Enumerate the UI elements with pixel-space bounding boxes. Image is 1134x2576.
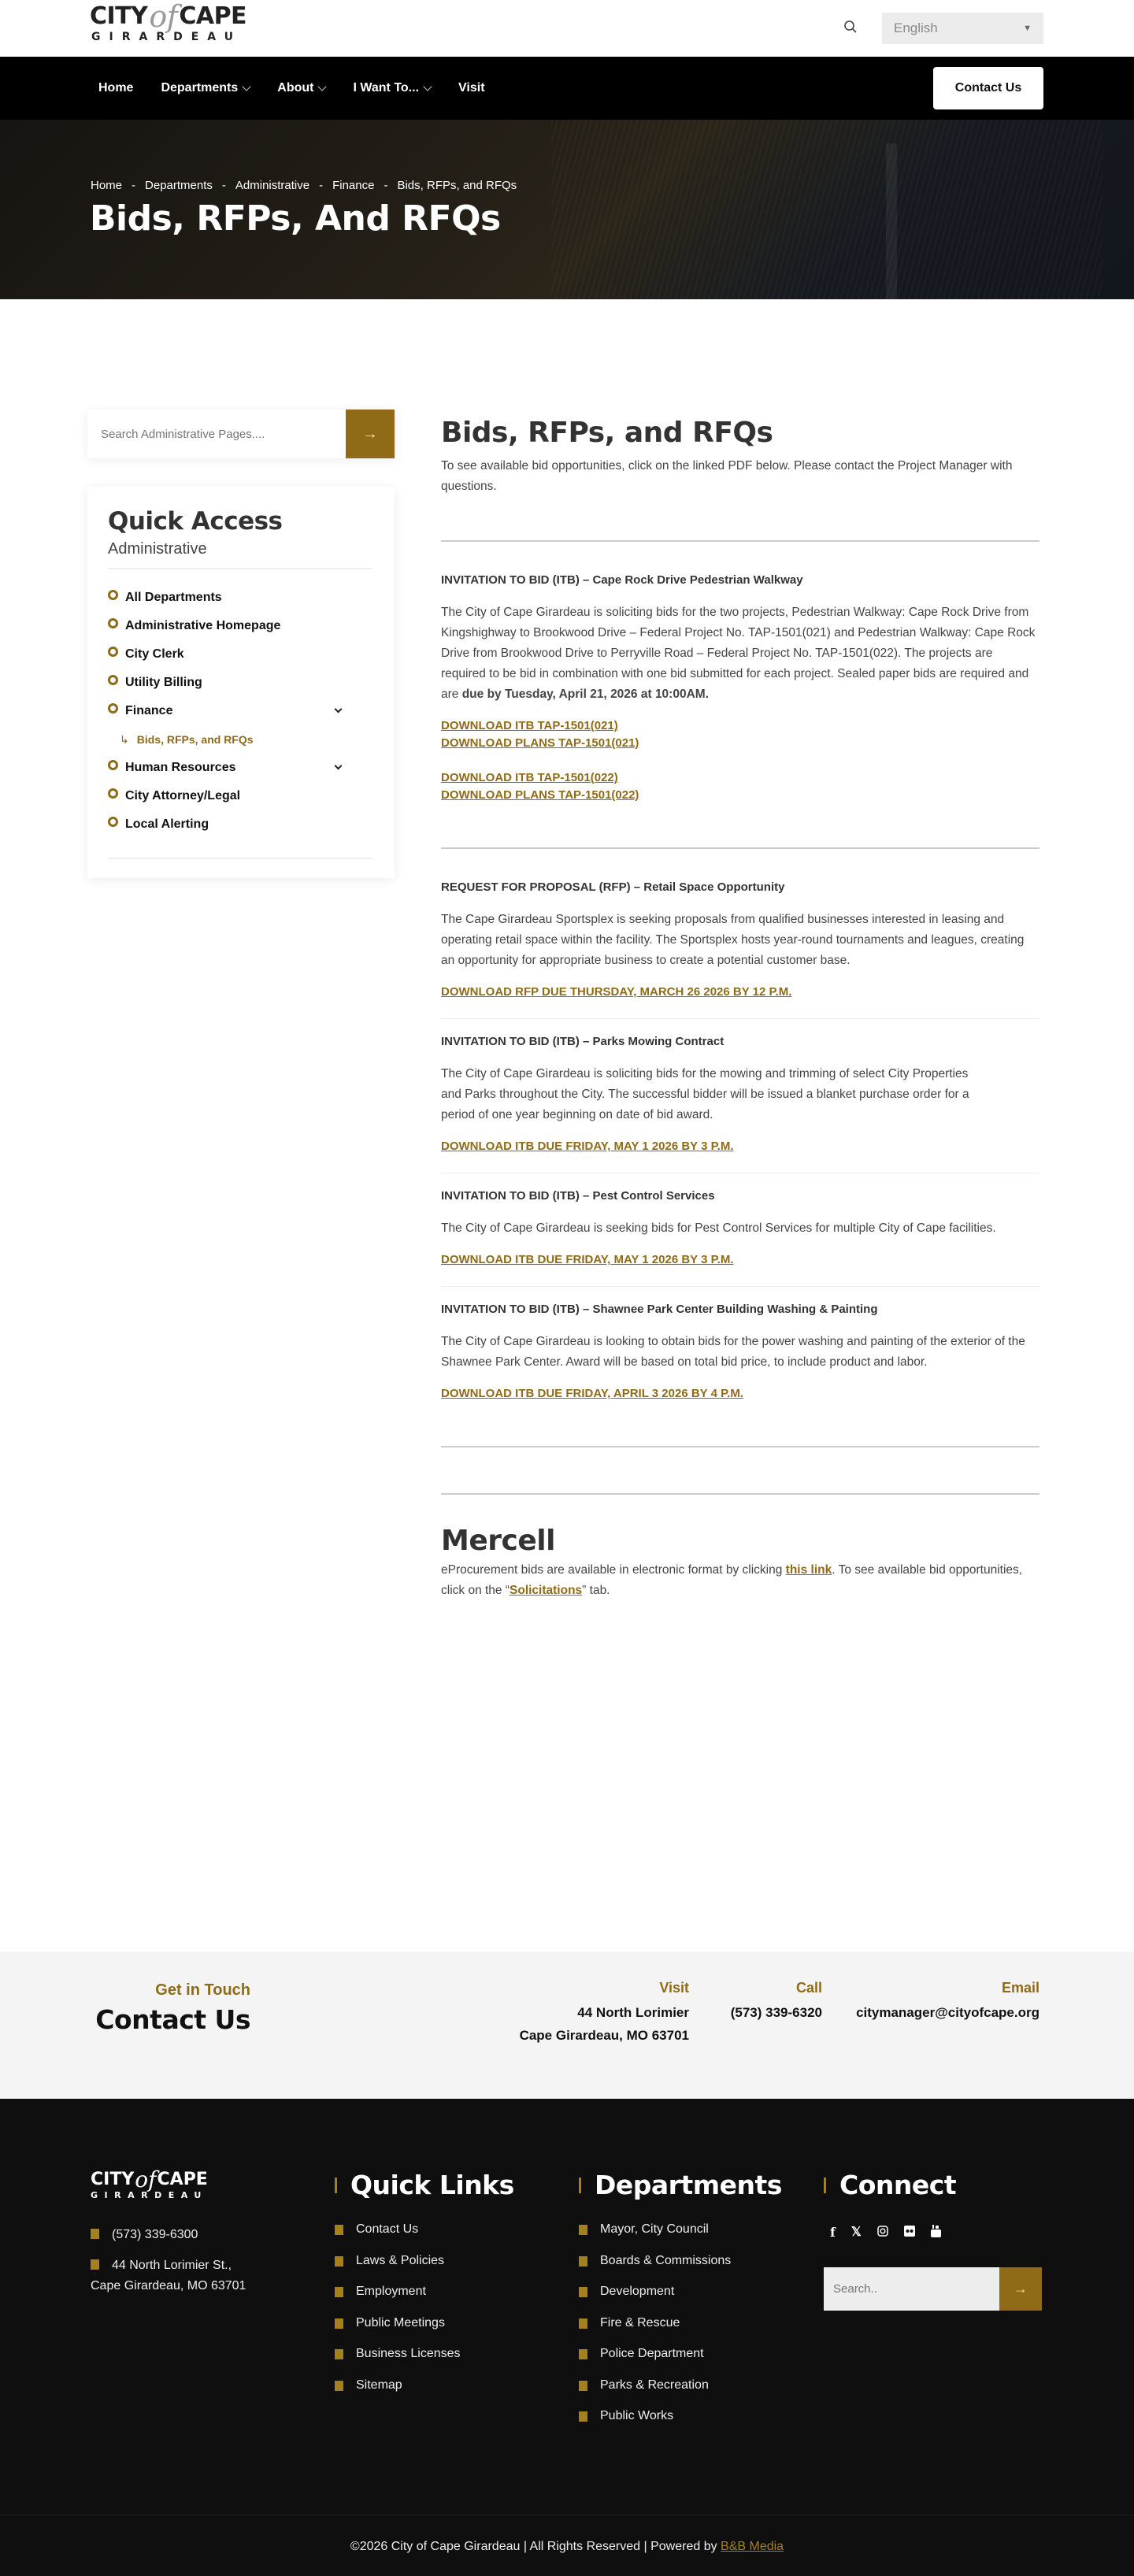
breadcrumb-home[interactable]: Home (91, 179, 123, 192)
footer-contact (91, 2225, 280, 2296)
address-line: Cape Girardeau, MO 63701 (91, 2279, 246, 2292)
breadcrumb-separator: - (319, 179, 324, 192)
bid-description: The City of Cape Girardeau is seeking bids for Pest Control Services for multiple City of Cape facilities. (441, 1221, 996, 1236)
quick-access-item-administrative-homepage[interactable] (108, 612, 372, 640)
mercell-title: Mercell (441, 1525, 555, 1558)
visit-label: Visit (659, 1980, 689, 1996)
footer-link-public-works[interactable] (579, 2409, 782, 2441)
contact-email (856, 1980, 1040, 2024)
connect-title (824, 2170, 1042, 2200)
bullet-square-icon (91, 2229, 99, 2239)
content-title: Bids, RFPs, and RFQs (441, 417, 773, 449)
sub-arrow-icon: ↳ (120, 732, 129, 746)
link-label: Employment (356, 2285, 426, 2298)
bullet-square-icon (335, 2225, 343, 2235)
quick-access-item-utility-billing[interactable] (108, 669, 372, 697)
logo-text: CAPE (179, 2, 247, 31)
text: ” tab. (582, 1584, 610, 1598)
logo-of: of (149, 0, 178, 34)
logo-text: CITY (90, 2, 148, 31)
link-label: Police Department (600, 2347, 704, 2360)
hero-bridge-image (551, 120, 1102, 299)
download-itb-022-link[interactable]: DOWNLOAD ITB TAP-1501(022) (441, 771, 618, 785)
link-label: Public Meetings (356, 2315, 445, 2330)
sidebar-search-input[interactable] (87, 410, 346, 458)
link-label: Development (600, 2285, 675, 2298)
contact-heading (94, 1981, 250, 2035)
breadcrumb-finance[interactable]: Finance (332, 179, 375, 192)
bid-text: The City of Cape Girardeau is soliciting bids for the two projects, Pedestrian Walkway: Cape Rock Drive from Kingshighway to Brookwood Drive – Federal Project No. TAP-1501(021) and Pedestrian Walkway: Cape Rock Drive from Brookwood Drive to Perryville Road – Federal Project No. TAP-1501(022). The projects are required to be bid in combination with one bid submitted for each project. Sealed paper bids are required and are (441, 606, 1036, 702)
bullet-ring-icon (108, 788, 118, 799)
quick-access-item-city-clerk[interactable] (108, 640, 372, 669)
bullet-square-icon (335, 2349, 343, 2359)
download-itb-shawnee-link[interactable]: DOWNLOAD ITB DUE FRIDAY, APRIL 3 2026 BY 4 P.M. (441, 1387, 743, 1401)
item-label: Utility Billing (125, 676, 202, 689)
item-label: Bids, RFPs, and RFQs (136, 733, 254, 746)
footer-link-police[interactable] (579, 2347, 782, 2378)
phone-text: (573) 339-6300 (112, 2228, 198, 2241)
social-links (824, 2224, 1042, 2240)
accent-bar (579, 2178, 581, 2193)
bid-description: The City of Cape Girardeau is soliciting bids for the mowing and trimming of select City Properties and Parks throughout the City. The successful bidder will be issued a blanket purchase order for a period of one year beginning on date of bid award. (441, 1067, 969, 1122)
bid-item-retail-space (441, 880, 1040, 1001)
bid-description: The City of Cape Girardeau is looking to obtain bids for the power washing and painting of the exterior of the Shawnee Park Center. Award will be based on total bid price, to include product and labor. (441, 1335, 1025, 1370)
divider (441, 847, 1040, 849)
bullet-ring-icon (108, 618, 118, 628)
email-label: Email (1001, 1980, 1040, 1996)
bullet-ring-icon (108, 817, 118, 827)
download-plans-022-link[interactable]: DOWNLOAD PLANS TAP-1501(022) (441, 788, 639, 802)
copyright (0, 2540, 1134, 2554)
logo-of: of (135, 2166, 157, 2192)
footer-search (824, 2267, 1042, 2311)
bid-heading: INVITATION TO BID (ITB) – Cape Rock Drive Pedestrian Walkway (441, 573, 803, 587)
chevron-down-icon[interactable] (335, 706, 343, 713)
bullet-square-icon (91, 2259, 99, 2270)
link-label: Public Works (600, 2409, 674, 2422)
email-address[interactable]: citymanager@cityofcape.org (856, 2005, 1040, 2020)
bullet-square-icon (335, 2318, 343, 2329)
link-label: Business Licenses (356, 2347, 461, 2360)
bid-item-cape-rock (441, 573, 1040, 804)
nav-label: Visit (458, 81, 485, 95)
divider (441, 1018, 1040, 1019)
footer-link-sitemap[interactable] (335, 2378, 514, 2410)
accent-bar (824, 2178, 826, 2193)
sidebar (87, 410, 395, 878)
footer-link-development[interactable] (579, 2285, 782, 2316)
download-itb-021-link[interactable]: DOWNLOAD ITB TAP-1501(021) (441, 719, 618, 733)
item-label: Human Resources (125, 761, 236, 774)
quick-access-item-human-resources[interactable] (108, 754, 372, 782)
link-label: Parks & Recreation (600, 2378, 709, 2392)
footer-departments (579, 2170, 782, 2441)
arrow-right-icon: → (1014, 2281, 1028, 2296)
contact-call (731, 1980, 822, 2024)
bb-media-link[interactable]: B&B Media (721, 2540, 784, 2553)
divider (441, 1446, 1040, 1447)
sidebar-search (87, 410, 395, 458)
chevron-down-icon (423, 82, 432, 91)
visit-address (520, 2001, 689, 2047)
page-title-text: Bids, RFPs, And RFQs (90, 198, 501, 239)
contact-title: Contact Us (95, 2004, 250, 2035)
logo-text: CITY (91, 2170, 135, 2190)
bullet-ring-icon (108, 703, 118, 713)
item-label: Administrative Homepage (125, 619, 281, 632)
facebook-icon[interactable]: f (830, 2224, 836, 2240)
address-line: 44 North Lorimier (577, 2005, 689, 2020)
nav-label: Home (98, 81, 134, 95)
breadcrumb-administrative[interactable]: Administrative (235, 179, 310, 192)
bullet-ring-icon (108, 760, 118, 770)
mercell-link[interactable]: this link (785, 1563, 832, 1577)
bullet-square-icon (579, 2287, 587, 2297)
link-label: Boards & Commissions (600, 2253, 732, 2267)
bullet-square-icon (335, 2256, 343, 2267)
chevron-down-icon (243, 82, 251, 91)
city-logo[interactable] (90, 0, 247, 44)
contact-us-button[interactable]: Contact Us (933, 67, 1043, 109)
text: eProcurement bids are available in electronic format by clicking (441, 1563, 786, 1577)
footer-connect (824, 2170, 1042, 2311)
download-itb-pest-link[interactable]: DOWNLOAD ITB DUE FRIDAY, MAY 1 2026 BY 3 P.M. (441, 1253, 734, 1267)
download-itb-mowing-link[interactable]: DOWNLOAD ITB DUE FRIDAY, MAY 1 2026 BY 3 P.M. (441, 1140, 734, 1154)
divider (441, 1493, 1040, 1495)
footer-search-input[interactable] (824, 2267, 999, 2311)
footer-logo[interactable] (91, 2166, 208, 2201)
footer-link-public-meetings[interactable] (335, 2316, 514, 2348)
breadcrumb-separator: - (221, 179, 226, 192)
footer-quick-links (335, 2170, 514, 2409)
x-icon[interactable]: 𝕏 (850, 2226, 862, 2239)
bullet-square-icon (579, 2411, 587, 2422)
bullet-square-icon (579, 2349, 587, 2359)
sidebar-search-button[interactable] (346, 410, 395, 458)
bullet-square-icon (579, 2256, 587, 2267)
item-label: City Clerk (125, 647, 184, 661)
link-label: Fire & Rescue (600, 2315, 680, 2330)
nav-item-about[interactable] (277, 81, 325, 95)
hero-bridge-image (886, 143, 897, 299)
quick-access-list (108, 584, 374, 839)
mercell-text (441, 1560, 1040, 1601)
bullet-ring-icon (108, 647, 118, 657)
bid-heading: INVITATION TO BID (ITB) – Parks Mowing Contract (441, 1035, 724, 1049)
content-area (441, 416, 1040, 1601)
link-label: Sitemap (356, 2378, 402, 2392)
chevron-down-icon (318, 82, 327, 91)
item-label: All Departments (125, 591, 222, 604)
text: . To see available bid opportunities, click on the “ (441, 1563, 1023, 1598)
nav-item-home[interactable] (98, 81, 133, 95)
nav-label: About (277, 81, 314, 95)
bid-heading: INVITATION TO BID (ITB) – Shawnee Park Center Building Washing & Painting (441, 1303, 878, 1317)
bid-item-parks-mowing (441, 1035, 1040, 1155)
nav-label: Departments (161, 81, 239, 95)
chevron-down-icon: ▼ (1023, 24, 1032, 33)
link-label: Contact Us (356, 2222, 419, 2236)
footer-link-fire-rescue[interactable] (579, 2316, 782, 2348)
nav-item-departments[interactable] (161, 81, 250, 95)
contact-band (0, 1951, 1134, 2099)
bid-heading: INVITATION TO BID (ITB) – Pest Control Services (441, 1189, 715, 1203)
main-nav (0, 57, 1134, 120)
download-rfp-link[interactable]: DOWNLOAD RFP DUE THURSDAY, MARCH 26 2026 BY 12 P.M. (441, 985, 792, 999)
intro-text: To see available bid opportunities, click on the linked PDF below. Please contact the Project Manager with questions. (441, 459, 1013, 494)
quick-access-subtitle: Administrative (108, 540, 207, 558)
quick-access-item-finance[interactable] (108, 697, 372, 725)
item-label: Local Alerting (125, 817, 209, 831)
footer-link-laws-policies[interactable] (335, 2254, 514, 2285)
footer-phone[interactable] (91, 2225, 280, 2245)
bullet-ring-icon (108, 590, 118, 600)
quick-access-item-city-attorney[interactable] (108, 782, 372, 810)
call-phone[interactable]: (573) 339-6320 (730, 2005, 822, 2020)
breadcrumb-current: Bids, RFPs, and RFQs (397, 179, 517, 192)
footer-link-business-licenses[interactable] (335, 2347, 514, 2378)
accent-bar (335, 2178, 337, 2193)
bid-due-date: due by Tuesday, April 21, 2026 at 10:00AM. (461, 688, 709, 702)
arrow-right-icon: → (362, 424, 378, 443)
link-label: Mayor, City Council (600, 2222, 709, 2236)
page-hero (0, 120, 1134, 299)
heading-text: Departments (595, 2170, 782, 2200)
contact-kicker: Get in Touch (155, 1981, 250, 1999)
bid-item-shawnee-park (441, 1303, 1040, 1403)
breadcrumb-separator: - (132, 179, 136, 192)
breadcrumb-departments[interactable]: Departments (145, 179, 213, 192)
footer-link-contact-us[interactable] (335, 2222, 514, 2254)
language-value: English (894, 20, 938, 35)
quick-access-item-all-departments[interactable] (108, 584, 372, 612)
bullet-ring-icon (108, 675, 118, 685)
chevron-down-icon[interactable] (335, 762, 343, 770)
bullet-square-icon (579, 2381, 587, 2391)
heading-text: Connect (839, 2170, 957, 2200)
mercell-section (441, 1525, 1040, 1601)
bid-item-pest-control (441, 1189, 1040, 1269)
divider (441, 540, 1040, 542)
logo-subtext: GIRARDEAU (91, 31, 243, 44)
main-section (0, 299, 1134, 1951)
contact-visit (520, 1980, 689, 2047)
logo-subtext: GIRARDEAU (91, 2190, 208, 2201)
breadcrumb (91, 179, 517, 192)
top-header (0, 0, 1134, 57)
download-plans-021-link[interactable]: DOWNLOAD PLANS TAP-1501(021) (441, 736, 639, 751)
site-footer (0, 2099, 1134, 2576)
quick-access-item-local-alerting[interactable] (108, 810, 372, 839)
footer-link-boards[interactable] (579, 2254, 782, 2285)
instagram-icon[interactable] (877, 2226, 888, 2239)
quick-access-item-bids-rfps-rfqs[interactable] (108, 725, 372, 754)
quick-access-panel (87, 487, 395, 878)
divider (108, 858, 372, 859)
bid-description (441, 602, 1040, 705)
logo-text: CAPE (157, 2170, 208, 2190)
bullet-square-icon (335, 2287, 343, 2297)
bullet-square-icon (335, 2381, 343, 2391)
bid-heading: REQUEST FOR PROPOSAL (RFP) – Retail Space Opportunity (441, 880, 785, 895)
copyright-text: ©2026 City of Cape Girardeau | All Rights Reserved | Powered by (350, 2540, 721, 2553)
bid-description: The Cape Girardeau Sportsplex is seeking proposals from qualified businesses interested in leasing and operating retail space within the facility. The Sportsplex hosts year-round tournaments and leagues, creating an opportunity for appropriate business to create a potential customer base. (441, 913, 1025, 968)
link-label: Laws & Policies (356, 2253, 445, 2267)
youtube-icon[interactable] (931, 2225, 941, 2240)
item-label: Finance (125, 704, 173, 717)
call-label: Call (795, 1980, 822, 1996)
breadcrumb-separator: - (384, 179, 388, 192)
nav-label: I Want To... (353, 81, 420, 95)
bullet-square-icon (579, 2318, 587, 2329)
page-title (90, 198, 501, 239)
nav-item-i-want-to[interactable] (353, 81, 431, 95)
bullet-square-icon (579, 2225, 587, 2235)
footer-link-mayor-council[interactable] (579, 2222, 782, 2254)
nav-item-visit[interactable] (458, 81, 485, 95)
divider (108, 568, 372, 569)
quick-links-title (335, 2170, 514, 2200)
footer-search-button[interactable] (999, 2267, 1042, 2311)
language-select[interactable] (882, 13, 1043, 44)
footer-address (91, 2255, 280, 2296)
flickr-icon[interactable] (904, 2226, 915, 2239)
address-line: Cape Girardeau, MO 63701 (519, 2028, 689, 2043)
footer-link-parks[interactable] (579, 2378, 782, 2410)
footer-link-employment[interactable] (335, 2285, 514, 2316)
departments-title (579, 2170, 782, 2200)
item-label: City Attorney/Legal (125, 789, 241, 802)
solicitations-link[interactable]: Solicitations (510, 1584, 583, 1598)
quick-access-title: Quick Access (108, 507, 283, 536)
heading-text: Quick Links (350, 2170, 514, 2200)
divider (441, 1286, 1040, 1287)
address-line: 44 North Lorimier St., (112, 2259, 232, 2272)
search-icon[interactable] (843, 20, 858, 34)
